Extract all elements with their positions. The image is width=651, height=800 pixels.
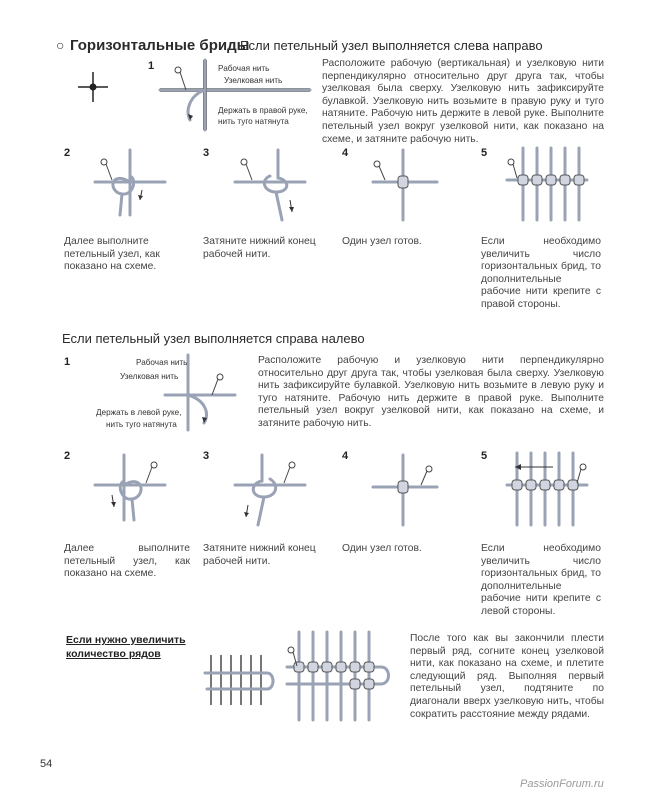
section-subtitle-rtl: Если петельный узел выполняется справа налево [62, 331, 365, 346]
step-number: 1 [64, 356, 71, 368]
label-hold-1: Держать в правой руке, [218, 106, 308, 115]
step5-diagram [505, 148, 590, 228]
step2-caption-rtl: Далее выполните петельный узел, как показано на схеме. [64, 543, 190, 580]
label-working-cord-rtl: Рабочая нить [136, 358, 188, 367]
label-hold-rtl-1: Держать в левой руке, [96, 408, 182, 417]
step4-caption: Один узел готов. [342, 236, 422, 247]
rows-title-line2: количество рядов [66, 648, 161, 660]
step-number: 2 [64, 450, 71, 462]
step-number: 3 [203, 450, 210, 462]
section-title: Горизонтальные бриды [70, 37, 250, 54]
step1-instructions-ltr: Расположите рабочую (вертикальная) и узелковую нити перпендикулярно относительно друг друга так, чтобы узелковая была сверху. Узелковую нить зафиксируйте булавкой. Узелковую нить возьмите в правую руку и туго натяните. Рабочую нить держите в левой руке. Выполните петельный узел вокруг узелковой нити, как показано на схеме, и затяните рабочую нить. [322, 58, 604, 145]
section-subtitle-ltr: Если петельный узел выполняется слева направо [240, 38, 543, 53]
step-number: 4 [342, 450, 349, 462]
step2-diagram-rtl [90, 455, 170, 530]
rows-title-line1: Если нужно увеличить [66, 634, 186, 646]
step-number: 2 [64, 147, 71, 159]
step3-diagram-rtl [230, 455, 310, 530]
label-knotting-cord-rtl: Узелковая нить [120, 372, 179, 381]
bullet-circle-icon: ○ [56, 37, 65, 53]
step5-diagram-rtl [505, 453, 590, 533]
rows-diagram-left [205, 645, 277, 715]
page-number: 54 [40, 758, 53, 770]
label-hold-2: нить туго натянута [218, 117, 289, 126]
step-number: 4 [342, 147, 349, 159]
step-number: 5 [481, 450, 488, 462]
step3-diagram [230, 150, 310, 225]
step-number: 1 [148, 60, 155, 72]
label-working-cord: Рабочая нить [218, 64, 270, 73]
step-number: 3 [203, 147, 210, 159]
step4-diagram-rtl [365, 455, 445, 530]
label-knotting-cord: Узелковая нить [224, 76, 283, 85]
rows-instructions: После того как вы закончили плести первый ряд, согните конец узелковой нити, как показано на схеме, и плетите следующий ряд. Выполняя первый петельный узел, подтяните по диагонали вверх узелковую нить, чтобы сократить расстояние между рядами. [410, 633, 604, 720]
watermark: PassionForum.ru [520, 778, 604, 790]
step2-caption: Далее выполните петельный узел, как показано на схеме. [64, 236, 160, 273]
step1-instructions-rtl: Расположите рабочую и узелковую нити перпендикулярно относительно друг друга так, чтобы узелковая была сверху. Узелковую нить зафиксируйте булавкой. Узелковую нить возьмите в левую руку и туго натяните. Рабочую нить держите в правой руке. Выполните петельный узел вокруг узелковой нити, как показано на схеме, и затяните рабочую нить. [258, 355, 604, 429]
step5-caption: Если необходимо увеличить число горизонтальных брид, то дополнительные рабочие нити крепите с правой стороны. [481, 236, 601, 310]
step3-caption-rtl: Затяните нижний конец рабочей нити. [203, 543, 316, 567]
label-hold-rtl-2: нить туго натянута [106, 420, 177, 429]
step2-diagram [90, 150, 170, 225]
step4-diagram [365, 150, 445, 225]
step3-caption: Затяните нижний конец рабочей нити. [203, 236, 316, 260]
step4-caption-rtl: Один узел готов. [342, 543, 422, 554]
crossing-symbol-icon [78, 72, 108, 102]
rows-diagram-right [285, 632, 395, 722]
step5-caption-rtl: Если необходимо увеличить число горизонтальных брид, то дополнительные рабочие нити крепите с левой стороны. [481, 543, 601, 617]
step-number: 5 [481, 147, 488, 159]
